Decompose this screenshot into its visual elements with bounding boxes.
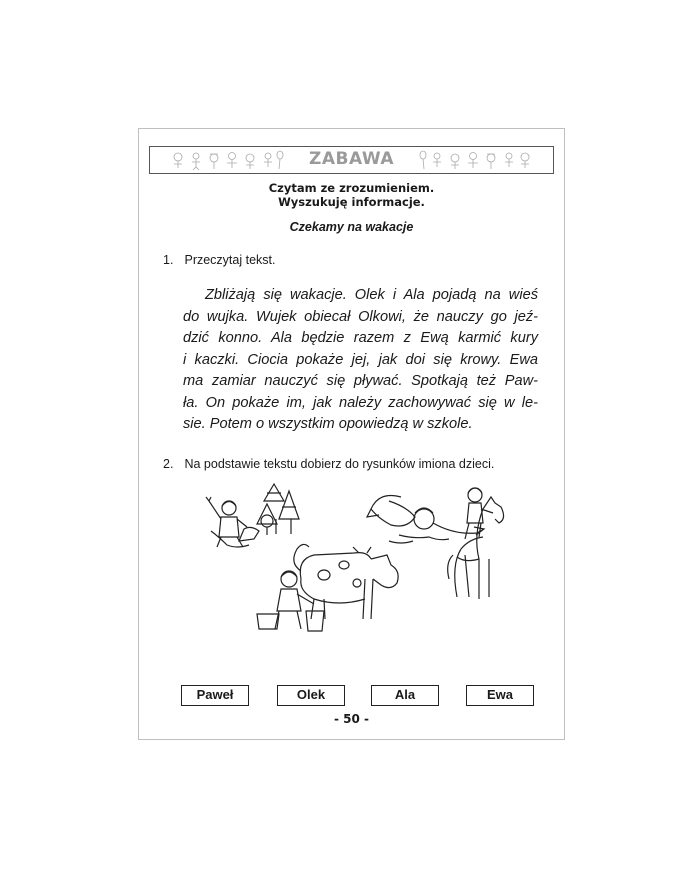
story-line: dzić konno. Ala będzie razem z Ewą karmić kury bbox=[183, 330, 538, 346]
name-card-olek[interactable]: Olek bbox=[277, 685, 345, 706]
task-instruction: Na podstawie tekstu dobierz do rysunków imiona dzieci. bbox=[184, 457, 495, 471]
subtitle-line: Czytam ze zrozumieniem. bbox=[268, 181, 435, 195]
task-number: 2. bbox=[163, 457, 174, 471]
name-options bbox=[181, 685, 536, 707]
story-line: sie. Potem o wszystkim opowiedzą w szkole. bbox=[183, 416, 473, 432]
story-line: ma zamiar nauczyć się pływać. Spotkają też Paw- bbox=[183, 373, 538, 389]
story-line: Zbliżają się wakacje. Olek i Ala pojadą na wieś bbox=[205, 287, 538, 303]
task-2 bbox=[163, 457, 494, 471]
story-line: i kaczki. Ciocia pokaże jej, jak doi się krowy. Ewa bbox=[183, 351, 538, 368]
story-line: ła. On pokaże im, jak należy zachowywać się w le- bbox=[183, 394, 538, 411]
section-banner bbox=[149, 146, 554, 174]
boy-riding-horse-icon bbox=[448, 488, 504, 599]
children-doodle-icon bbox=[417, 149, 535, 171]
task-number: 1. bbox=[163, 253, 174, 267]
boy-in-forest-icon bbox=[206, 484, 299, 547]
story-title: Czekamy na wakacje bbox=[289, 220, 414, 234]
worksheet-page bbox=[138, 128, 565, 740]
task-1 bbox=[163, 253, 275, 267]
name-card-ewa[interactable]: Ewa bbox=[466, 685, 534, 706]
illustrations-area bbox=[139, 479, 566, 679]
story-line: do wujka. Wujek obiecał Olkowi, że nauczy go jeź- bbox=[183, 308, 538, 325]
lesson-subtitle bbox=[139, 181, 564, 209]
banner-title: ZABAWA bbox=[309, 149, 394, 169]
swimmer-icon bbox=[367, 496, 484, 544]
name-card-ala[interactable]: Ala bbox=[371, 685, 439, 706]
page-number: - 50 - bbox=[333, 712, 369, 726]
task-instruction: Przeczytaj tekst. bbox=[184, 253, 276, 267]
story-text bbox=[183, 285, 538, 436]
name-card-pawel[interactable]: Paweł bbox=[181, 685, 249, 706]
girl-milking-cow-icon bbox=[257, 544, 398, 631]
subtitle-line: Wyszukuję informacje. bbox=[278, 195, 425, 209]
